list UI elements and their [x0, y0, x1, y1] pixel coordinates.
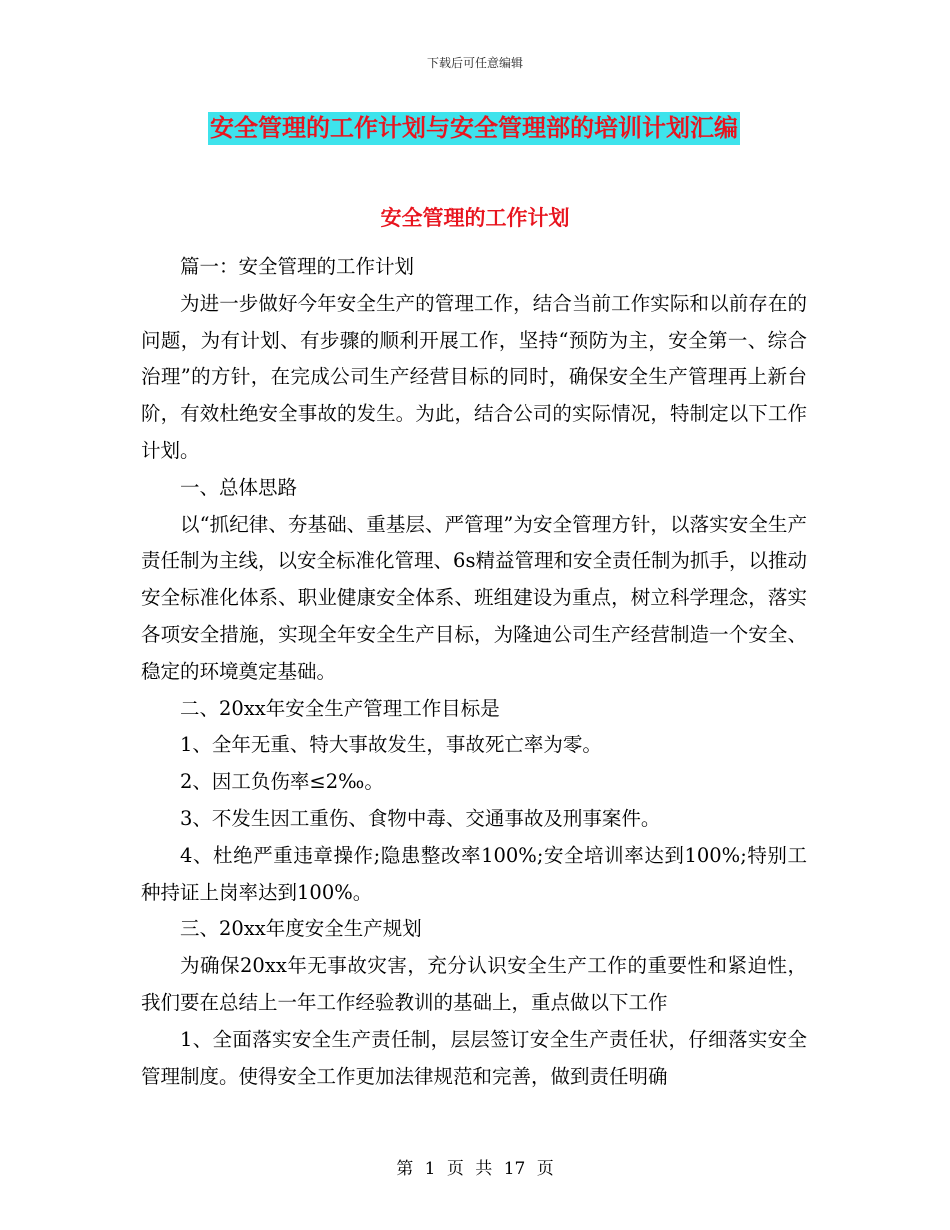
paragraph-overall-approach: 以“抓纪律、夯基础、重基层、严管理”为安全管理方针，以落实安全生产责任制为主线，以安全标准化管理、6s精益管理和安全责任制为抓手，以推动安全标准化体系、职业健康安全体系、班组建设为重点，树立科学理念，落实各项安全措施，实现全年安全生产目标，为隆迪公司生产经营制造一个安全、稳定的环境奠定基础。	[141, 512, 807, 683]
paragraph-goal-3: 3、不发生因工重伤、食物中毒、交通事故及刑事案件。	[180, 806, 661, 830]
paragraph-heading-overall-approach: 一、总体思路	[180, 475, 298, 499]
paragraph-heading-goals: 二、20xx年安全生产管理工作目标是	[180, 696, 500, 720]
header-note: 下载后可任意编辑	[426, 56, 523, 70]
paragraph-plan-intro: 为确保20xx年无事故灾害，充分认识安全生产工作的重要性和紧迫性，我们要在总结上一年工作经验教训的基础上，重点做以下工作	[141, 954, 807, 1014]
section-title: 安全管理的工作计划	[380, 206, 570, 230]
paragraph-chapter-heading: 篇一：安全管理的工作计划	[180, 255, 415, 278]
document-title: 安全管理的工作计划与安全管理部的培训计划汇编	[208, 112, 740, 145]
paragraph-heading-plan: 三、20xx年度安全生产规划	[180, 917, 422, 941]
paragraph-goal-1: 1、全年无重、特大事故发生，事故死亡率为零。	[180, 733, 602, 757]
document-body	[141, 249, 807, 1095]
paragraph-goal-2: 2、因工负伤率≤2‰。	[180, 770, 384, 794]
paragraph-plan-item-1: 1、全面落实安全生产责任制，层层签订安全生产责任状，仔细落实安全管理制度。使得安全工作更加法律规范和完善，做到责任明确	[141, 1027, 807, 1088]
paragraph-goal-4: 4、杜绝严重违章操作;隐患整改率100%;安全培训率达到100%;特别工种持证上岗率达到100%。	[141, 843, 807, 904]
paragraph-intro: 为进一步做好今年安全生产的管理工作，结合当前工作实际和以前存在的问题，为有计划、有步骤的顺利开展工作，坚持“预防为主，安全第一、综合治理”的方针，在完成公司生产经营目标的同时，确保安全生产管理再上新台阶，有效杜绝安全事故的发生。为此，结合公司的实际情况，特制定以下工作计划。	[141, 291, 807, 462]
page-footer: 第 1 页 共 17 页	[396, 1159, 554, 1179]
